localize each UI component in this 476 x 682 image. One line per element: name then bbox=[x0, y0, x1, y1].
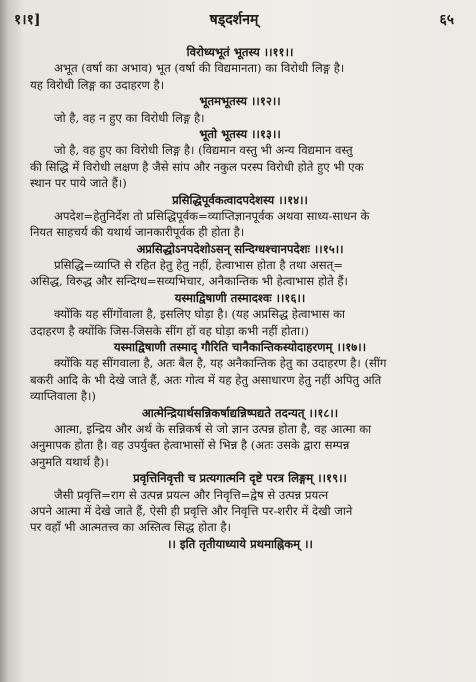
body-text-line: यह विरोधी लिङ्ग का उदाहरण है। bbox=[30, 77, 165, 92]
body-text-line: असिद्ध, विरुद्ध और सन्दिग्ध=सव्यभिचार, अनैकान्तिक भी हेत्वाभास होते हैं। bbox=[30, 274, 348, 289]
sutra-heading: ।। इति तृतीयाध्याये प्रथमाह्निकम् ।। bbox=[167, 536, 313, 551]
body-text-line: प्रसिद्धि=व्याप्ति से रहित हेतु हेतु नहीं, हेत्वाभास होता है तथा असत्= bbox=[54, 258, 343, 273]
page-body bbox=[30, 44, 450, 552]
sutra-heading: अप्रसिद्धोऽनपदेशोऽसन् सन्दिग्धश्चानपदेशः ।।१५।। bbox=[136, 241, 344, 256]
body-text-line: अपने आत्मा में देखे जाते हैं, ऐसी ही प्रवृत्ति और निवृत्ति पर-शरीर में देखी जाने bbox=[30, 503, 353, 518]
body-text-line: जैसी प्रवृत्ति=राग से उत्पन्न प्रयत्न और निवृत्ति=द्वेष से उत्पन्न प्रयत्न bbox=[54, 487, 329, 502]
sutra-heading: भूतो भूतस्य ।।१३।। bbox=[199, 126, 281, 141]
body-text-line: नियत साहचर्य की यथार्थ जानकारीपूर्वक ही होता है। bbox=[30, 225, 245, 240]
body-text-line: पर वहाँ भी आत्मतत्त्व का अस्तित्व सिद्ध होता है। bbox=[30, 520, 231, 535]
body-text-line: उदाहरण है क्योंकि जिस-जिसके सींग हों वह घोड़ा कभी नहीं होता।) bbox=[30, 323, 309, 338]
sutra-heading: प्रसिद्धिपूर्वकत्वादपदेशस्य ।।१४।। bbox=[172, 192, 308, 207]
page-number: ६५ bbox=[439, 12, 454, 28]
body-text-line: अनुमापक होता है। वह उपर्युक्त हेत्वाभासों से भिन्न है (अतः उसके द्वारा सम्पन्न bbox=[30, 438, 350, 453]
chapter-section-ref: १।१] bbox=[14, 12, 41, 28]
body-text-line: स्थान पर पाये जाते हैं।) bbox=[30, 176, 127, 191]
body-text-line: जो है, वह न हुए का विरोधी लिङ्ग है। bbox=[54, 110, 205, 125]
body-text-line: व्याप्तिवाला है।) bbox=[30, 389, 96, 404]
sutra-heading: यस्माद्विषाणी तस्माद् गौरिति चानैकान्तिकस्योदाहरणम् ।।१७।। bbox=[113, 340, 367, 355]
sutra-heading: विरोध्यभूतं भूतस्य ।।११।। bbox=[186, 45, 294, 59]
sutra-heading: भूतमभूतस्य ।।१२।। bbox=[199, 94, 281, 109]
body-text-line: क्योंकि यह सींगोंवाला है, इसलिए घोड़ा है। (यह अप्रसिद्ध हेत्वाभास का bbox=[54, 307, 346, 322]
sutra-heading: यस्माद्विषाणी तस्मादश्वः ।।१६।। bbox=[174, 290, 306, 305]
page-header bbox=[14, 10, 454, 30]
body-text-line: जो है, वह हुए का विरोधी लिङ्ग है। (विद्यमान वस्तु भी अन्य विद्यमान वस्तु bbox=[54, 143, 353, 158]
body-text-line: आत्मा, इन्द्रिय और अर्थ के सन्निकर्ष से जो ज्ञान उत्पन्न होता है, वह आत्मा का bbox=[54, 421, 372, 436]
body-text-line: अनुमति यथार्थ है)। bbox=[30, 454, 109, 469]
body-text-line: बकरी आदि के भी देखे जाते हैं, अतः गोत्व में यह हेतु असाधारण हेतु नहीं अपितु अति bbox=[30, 372, 382, 387]
running-title: षड्दर्शनम् bbox=[209, 12, 259, 28]
body-text-line: क्योंकि यह सींगवाला है, अतः बैल है, यह अनैकान्तिक हेतु का उदाहरण है। (सींग bbox=[54, 356, 387, 371]
body-text-line: अभूत (वर्षा का अभाव) भूत (वर्षा की विद्यमानता) का विरोधी लिङ्ग है। bbox=[54, 61, 345, 76]
sutra-heading: आत्मेन्द्रियार्थसन्निकर्षाद्यन्निष्पद्यते तदन्यत् ।।१८।। bbox=[141, 405, 339, 420]
body-text-line: अपदेश=हेतुनिर्देश तो प्रसिद्धिपूर्वक=व्याप्तिज्ञानपूर्वक अथवा साध्य-साधन के bbox=[54, 208, 370, 223]
body-text-line: की सिद्धि में विरोधी लक्षण है जैसे सांप और नकुल परस्प विरोधी होते हुए भी एक bbox=[30, 159, 364, 174]
sutra-heading: प्रवृत्तिनिवृत्ती च प्रत्यगात्मनि दृष्टे परत्र लिङ्गम् ।।१९।। bbox=[133, 471, 347, 486]
